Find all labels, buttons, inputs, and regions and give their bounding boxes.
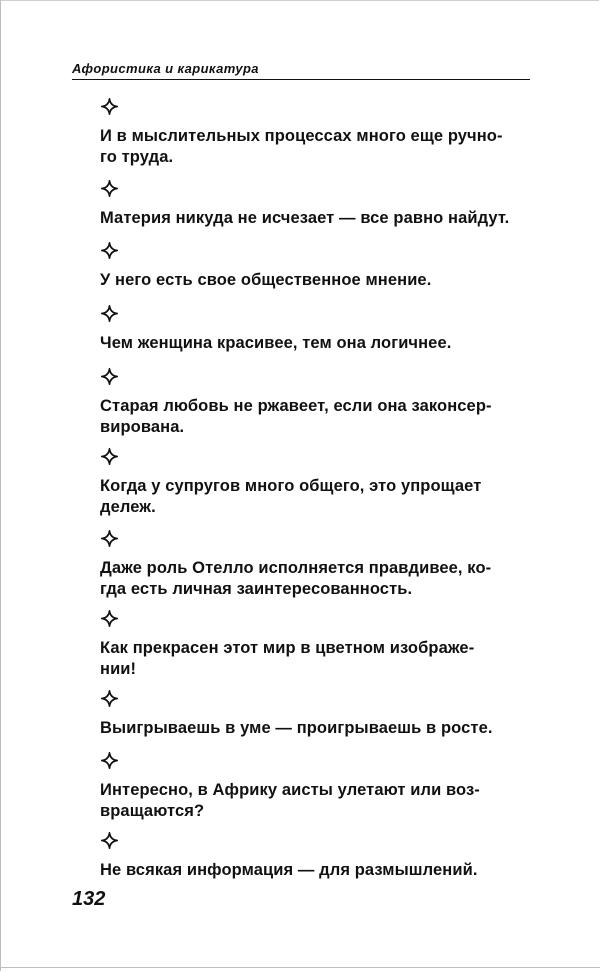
aphorism-item [100,98,532,168]
aphorism-text: Чем женщина красивее, тем она логичнее. [100,334,452,352]
page-bottom-edge [0,967,600,968]
four-point-star-icon [101,98,118,115]
four-point-star-icon [101,610,118,627]
four-point-star-icon [101,305,118,322]
aphorism-item [100,305,532,354]
aphorism-text: Старая любовь не ржавеет, если она законсер- вирована. [100,397,492,436]
aphorism-text: Как прекрасен этот мир в цветном изображе- нии! [100,639,475,678]
aphorism-text: Даже роль Отелло исполняется правдивее, ко- гда есть личная заинтересованность. [100,559,492,598]
aphorism-text: Интересно, в Африку аисты улетают или воз- вращаются? [100,781,480,820]
aphorism-item [100,752,532,822]
aphorism-text: И в мыслительных процессах много еще ручно- го труда. [100,127,503,166]
aphorism-item [100,610,532,680]
aphorism-item [100,530,532,600]
aphorism-item [100,368,532,438]
aphorism-text: Когда у супругов много общего, это упрощает дележ. [100,477,482,516]
running-header [72,60,530,80]
aphorism-item [100,448,532,518]
four-point-star-icon [101,368,118,385]
aphorism-text: Материя никуда не исчезает — все равно найдут. [100,209,510,227]
four-point-star-icon [101,530,118,547]
four-point-star-icon [101,752,118,769]
aphorism-text: Выигрываешь в уме — проигрываешь в росте. [100,719,493,737]
aphorism-text: Не всякая информация — для размышлений. [100,861,478,879]
aphorism-item [100,242,532,291]
four-point-star-icon [101,448,118,465]
aphorism-text: У него есть свое общественное мнение. [100,271,432,289]
four-point-star-icon [101,242,118,259]
aphorism-item [100,832,532,881]
four-point-star-icon [101,180,118,197]
page-number: 132 [72,888,106,910]
aphorism-item [100,690,532,739]
aphorism-item [100,180,532,229]
four-point-star-icon [101,690,118,707]
four-point-star-icon [101,832,118,849]
running-header-title: Афористика и карикатура [72,61,259,76]
